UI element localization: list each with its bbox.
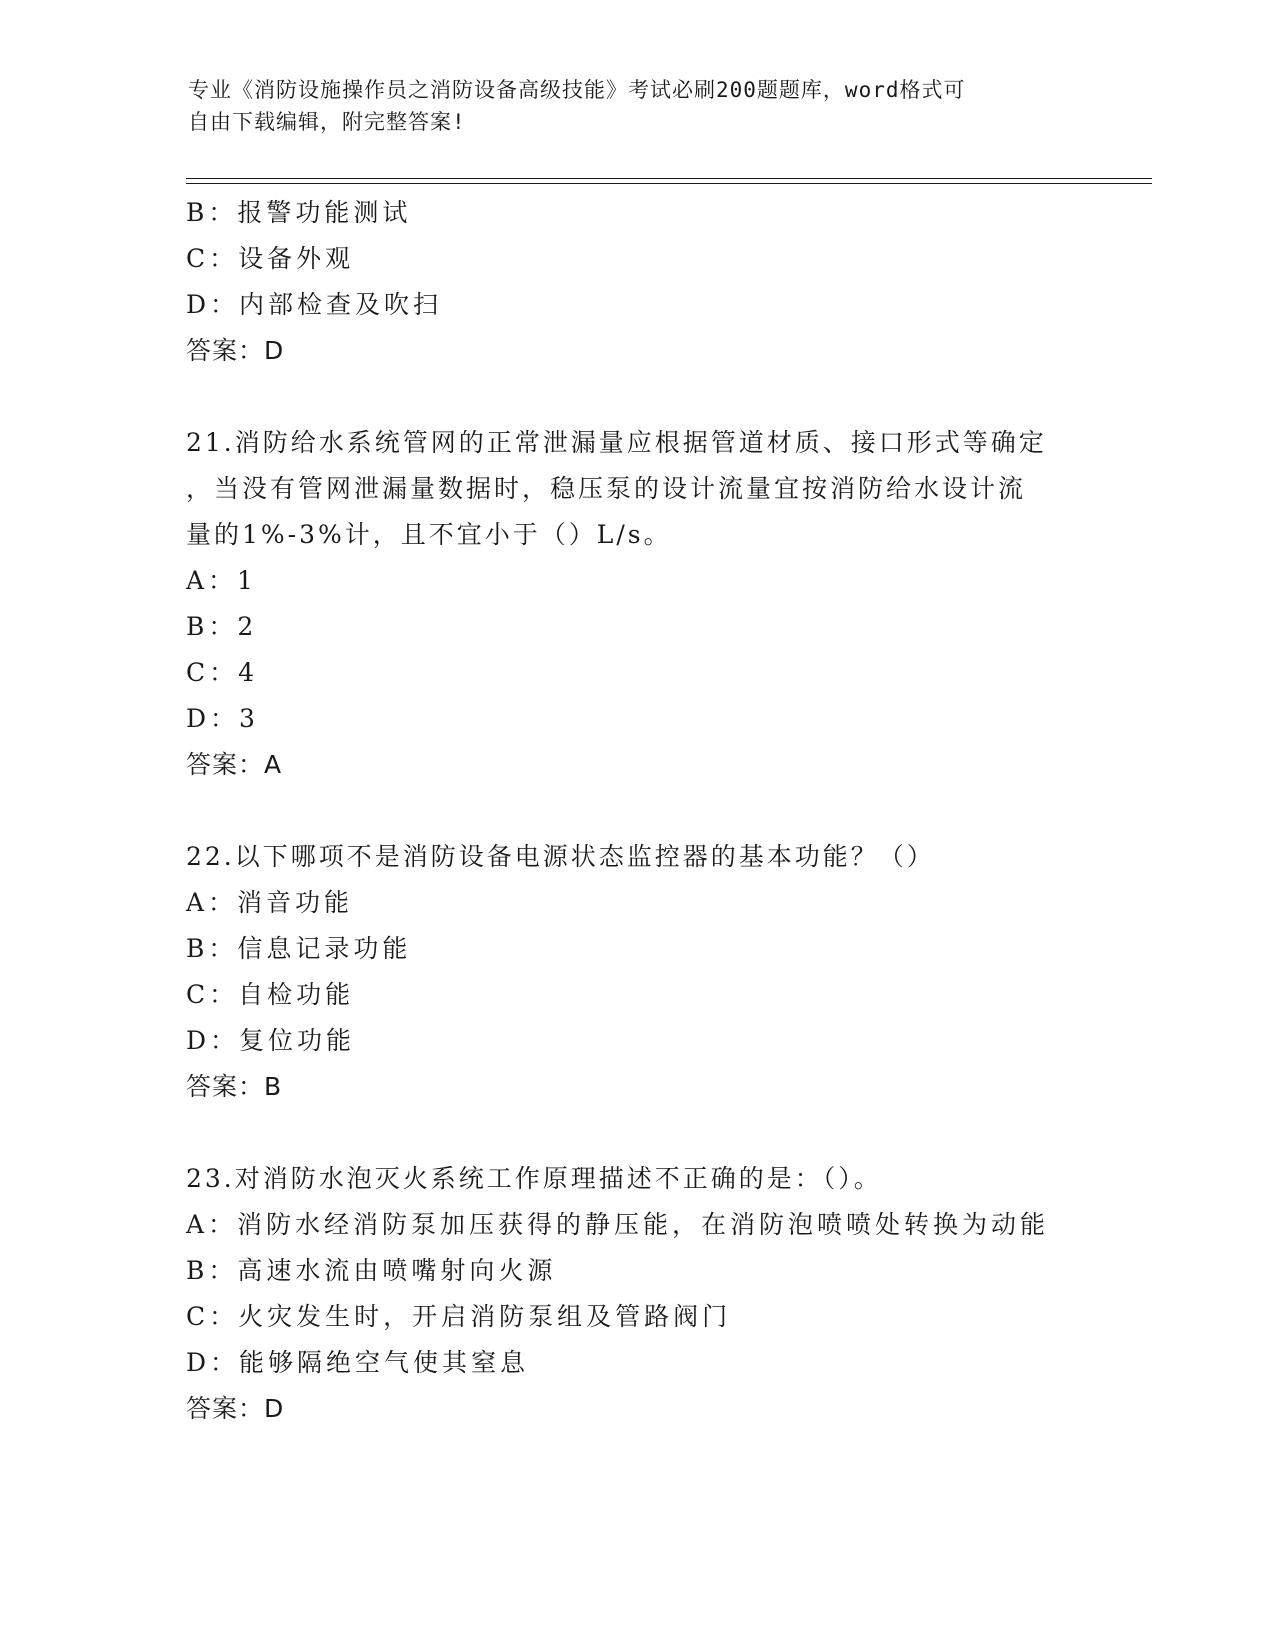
question-line: 21.消防给水系统管网的正常泄漏量应根据管道材质、接口形式等确定 (186, 428, 1047, 457)
question-line: 23.对消防水泡灭火系统工作原理描述不正确的是：（）。 (186, 1164, 882, 1193)
header-rule-top (186, 178, 1152, 179)
option-d: D：能够隔绝空气使其窒息 (186, 1348, 530, 1377)
option-c: C：自检功能 (186, 980, 355, 1009)
option-a: A：消音功能 (186, 888, 354, 917)
question-block-prev (186, 190, 1106, 374)
question-list (186, 190, 1106, 1432)
answer: 答案：B (186, 1072, 283, 1101)
option-d: D：内部检查及吹扫 (186, 290, 443, 319)
option-c: C：4 (186, 658, 259, 687)
option-a: A：消防水经消防泵加压获得的静压能，在消防泡喷喷处转换为动能 (186, 1210, 1050, 1239)
question-text (186, 1156, 1106, 1202)
question-block-23 (186, 1156, 1106, 1432)
option-d: D：复位功能 (186, 1026, 356, 1055)
question-text (186, 420, 1106, 558)
question-line: ，当没有管网泄漏量数据时，稳压泵的设计流量宜按消防给水设计流 (186, 474, 1027, 503)
question-block-22 (186, 834, 1106, 1110)
question-text (186, 834, 1106, 880)
option-c: C：火灾发生时，开启消防泵组及管路阀门 (186, 1302, 732, 1331)
answer: 答案：D (186, 1394, 285, 1423)
option-c: C：设备外观 (186, 244, 355, 273)
option-b: B：2 (186, 612, 258, 641)
option-b: B：高速水流由喷嘴射向火源 (186, 1256, 557, 1285)
option-a: A：1 (186, 566, 257, 595)
header-rule-bottom (186, 183, 1152, 184)
header-line-1: 专业《消防设施操作员之消防设备高级技能》考试必刷200题题库，word格式可 (188, 78, 966, 102)
question-line: 量的1%-3%计，且不宜小于（）L/s。 (186, 520, 672, 549)
option-b: B：信息记录功能 (186, 934, 412, 963)
answer: 答案：D (186, 336, 285, 365)
option-b: B：报警功能测试 (186, 198, 412, 227)
answer: 答案：A (186, 750, 283, 779)
header-line-2: 自由下载编辑，附完整答案! (188, 110, 466, 134)
document-header (188, 74, 1088, 138)
option-d: D：3 (186, 704, 259, 733)
question-line: 22.以下哪项不是消防设备电源状态监控器的基本功能？（） (186, 842, 935, 871)
question-block-21 (186, 420, 1106, 788)
